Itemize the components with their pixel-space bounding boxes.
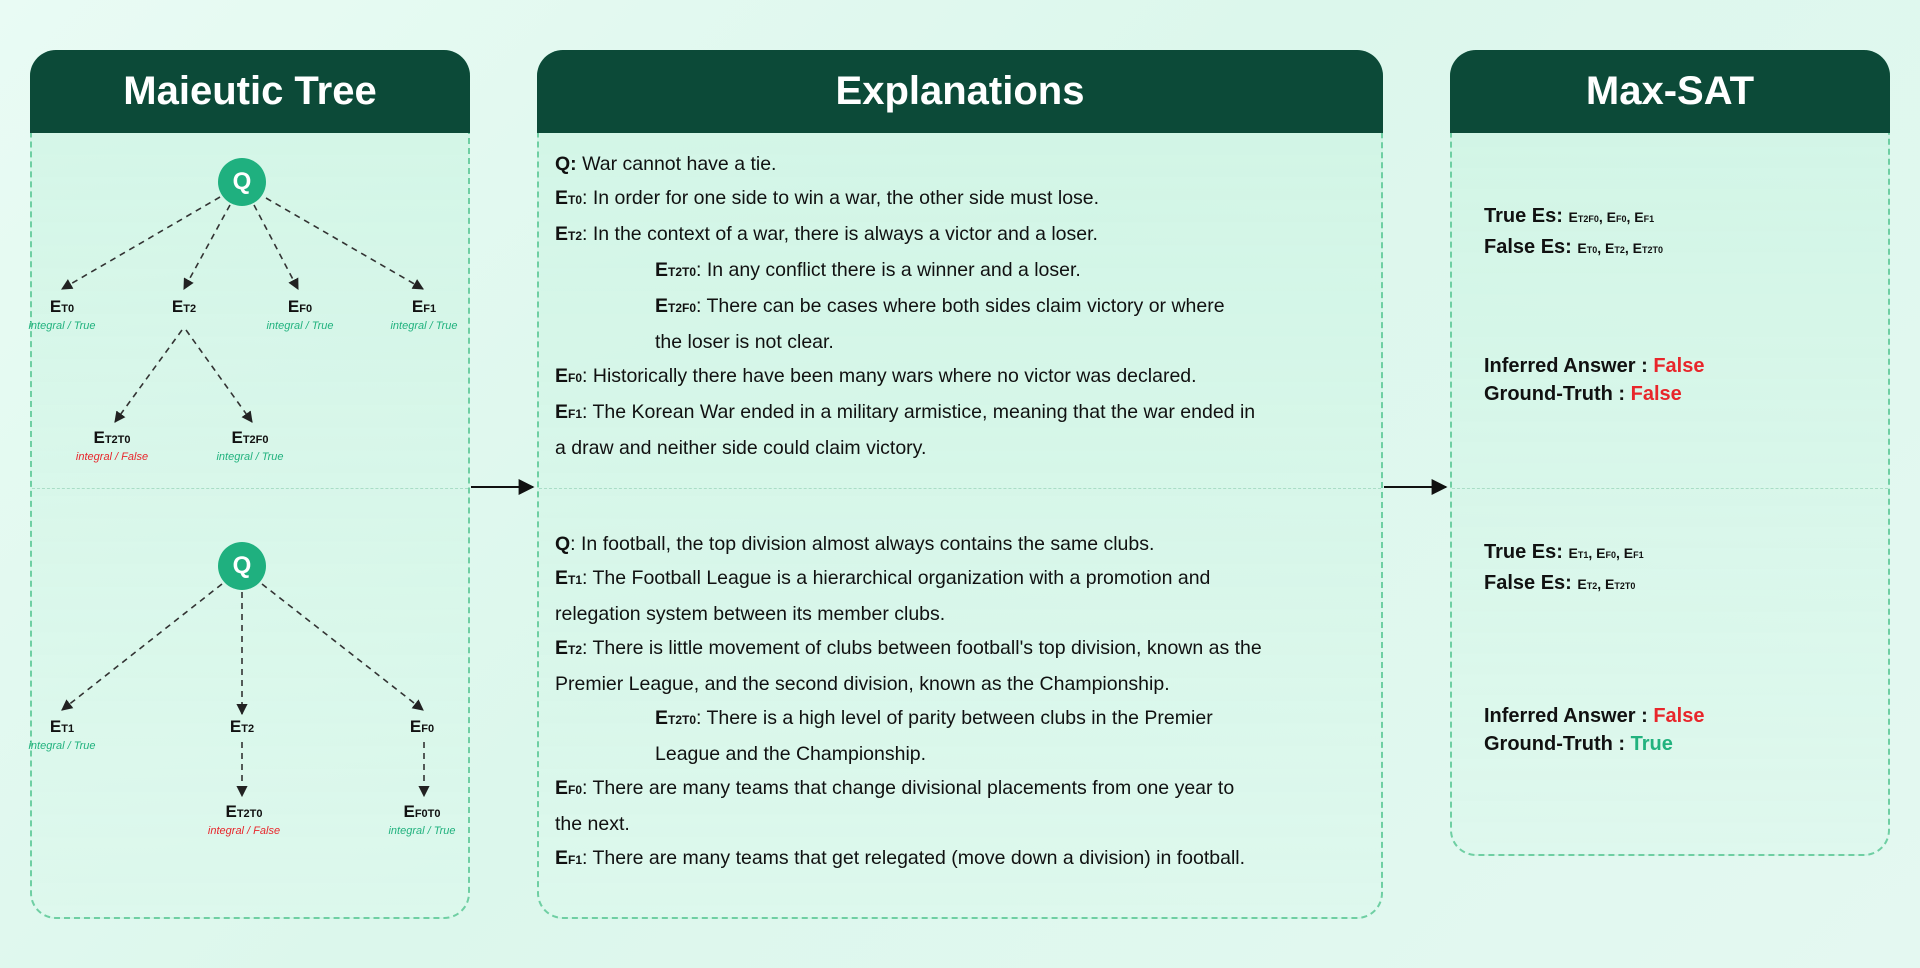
explanation-ref: EF1: [1623, 545, 1644, 561]
explanations-divider: [539, 488, 1381, 489]
expl2-f0-cont: the next.: [555, 813, 630, 835]
maxsat2-true-es: True Es: ET1, EF0, EF1: [1484, 541, 1644, 563]
explanations-header: Explanations: [537, 50, 1383, 133]
explanations-panel: [537, 50, 1383, 919]
tree2-node-et2: ET2: [229, 717, 255, 736]
tree1-node-ef0: EF0 integral / True: [266, 297, 334, 332]
explanation-ref: ET0: [1577, 240, 1598, 256]
expl1-q: Q: War cannot have a tie.: [555, 153, 777, 175]
tree2-node-et2t0: ET2T0 integral / False: [207, 802, 281, 837]
expl1-f1-cont: a draw and neither side could claim victory.: [555, 437, 927, 459]
explanation-ref: ET2T0: [1605, 576, 1636, 592]
tree2-node-ef0: EF0: [409, 717, 435, 736]
expl1-t2f0-cont: the loser is not clear.: [655, 331, 834, 353]
maxsat-example-2-answer: [1484, 702, 1704, 758]
explanation-ref: ET2: [1577, 576, 1598, 592]
expl2-t2: ET2: There is little movement of clubs between football's top division, known as the: [555, 637, 1262, 659]
expl1-t2: ET2: In the context of a war, there is always a victor and a loser.: [555, 223, 1098, 245]
maieutic-tree-header: Maieutic Tree: [30, 50, 470, 133]
max-sat-header: Max-SAT: [1450, 50, 1890, 133]
expl2-t2t0: ET2T0: There is a high level of parity between clubs in the Premier: [655, 707, 1213, 729]
expl2-f1: EF1: There are many teams that get relegated (move down a division) in football.: [555, 847, 1246, 869]
tree1-node-et0: ET0 integral / True: [28, 297, 96, 332]
maxsat-example-1-answer: [1484, 352, 1704, 408]
maxsat1-true-es: True Es: ET2F0, EF0, EF1: [1484, 205, 1655, 227]
expl1-t2t0: ET2T0: In any conflict there is a winner and a loser.: [655, 259, 1081, 281]
maxsat1-false-es: False Es: ET0, ET2, ET2T0: [1484, 236, 1664, 258]
expl2-t2t0-cont: League and the Championship.: [655, 743, 927, 765]
max-sat-panel: [1450, 50, 1890, 856]
explanation-ref: ET2F0: [1568, 209, 1599, 225]
maxsat1-ground-truth: Ground-Truth : False: [1484, 383, 1682, 405]
expl1-f0: EF0: Historically there have been many wars where no victor was declared.: [555, 365, 1197, 387]
explanation-ref: ET1: [1568, 545, 1589, 561]
explanation-ref: EF1: [1634, 209, 1655, 225]
expl2-t1: ET1: The Football League is a hierarchical organization with a promotion and: [555, 567, 1211, 589]
expl2-t1-cont: relegation system between its member clubs.: [555, 603, 946, 625]
explanation-ref: ET2T0: [1632, 240, 1664, 256]
explanations-example-1: [555, 147, 1370, 465]
tree2-node-ef0t0: EF0T0 integral / True: [388, 802, 456, 837]
tree2-node-et1: ET1 integral / True: [28, 717, 96, 752]
explanation-ref: EF0: [1606, 209, 1627, 225]
expl2-q: Q: In football, the top division almost always contains the same clubs.: [555, 533, 1155, 555]
expl1-t2f0: ET2F0: There can be cases where both sides claim victory or where: [655, 295, 1225, 317]
maxsat-example-2-es: [1484, 538, 1644, 600]
max-sat-divider: [1452, 488, 1888, 489]
maxsat2-inferred: Inferred Answer : False: [1484, 705, 1705, 727]
expl2-f0: EF0: There are many teams that change divisional placements from one year to: [555, 777, 1235, 799]
expl2-t2-cont: Premier League, and the second division, known as the Championship.: [555, 673, 1170, 695]
tree-divider: [32, 488, 468, 489]
maxsat-example-1-es: [1484, 202, 1663, 264]
tree1-node-et2t0: ET2T0 integral / False: [75, 428, 149, 463]
expl1-t0: ET0: In order for one side to win a war, the other side must lose.: [555, 187, 1100, 209]
maxsat2-false-es: False Es: ET2, ET2T0: [1484, 572, 1636, 594]
explanations-example-2: [555, 527, 1370, 877]
maxsat2-ground-truth: Ground-Truth : True: [1484, 733, 1673, 755]
explanation-ref: ET2: [1605, 240, 1625, 256]
maxsat1-inferred: Inferred Answer : False: [1484, 355, 1705, 377]
explanation-ref: EF0: [1596, 545, 1616, 561]
expl1-f1: EF1: The Korean War ended in a military armistice, meaning that the war ended in: [555, 401, 1256, 423]
tree2-root-q: Q: [218, 542, 266, 590]
tree1-node-et2f0: ET2F0 integral / True: [216, 428, 284, 463]
tree1-node-et2: ET2: [171, 297, 197, 316]
tree1-node-ef1: EF1 integral / True: [390, 297, 458, 332]
tree1-root-q: Q: [218, 158, 266, 206]
